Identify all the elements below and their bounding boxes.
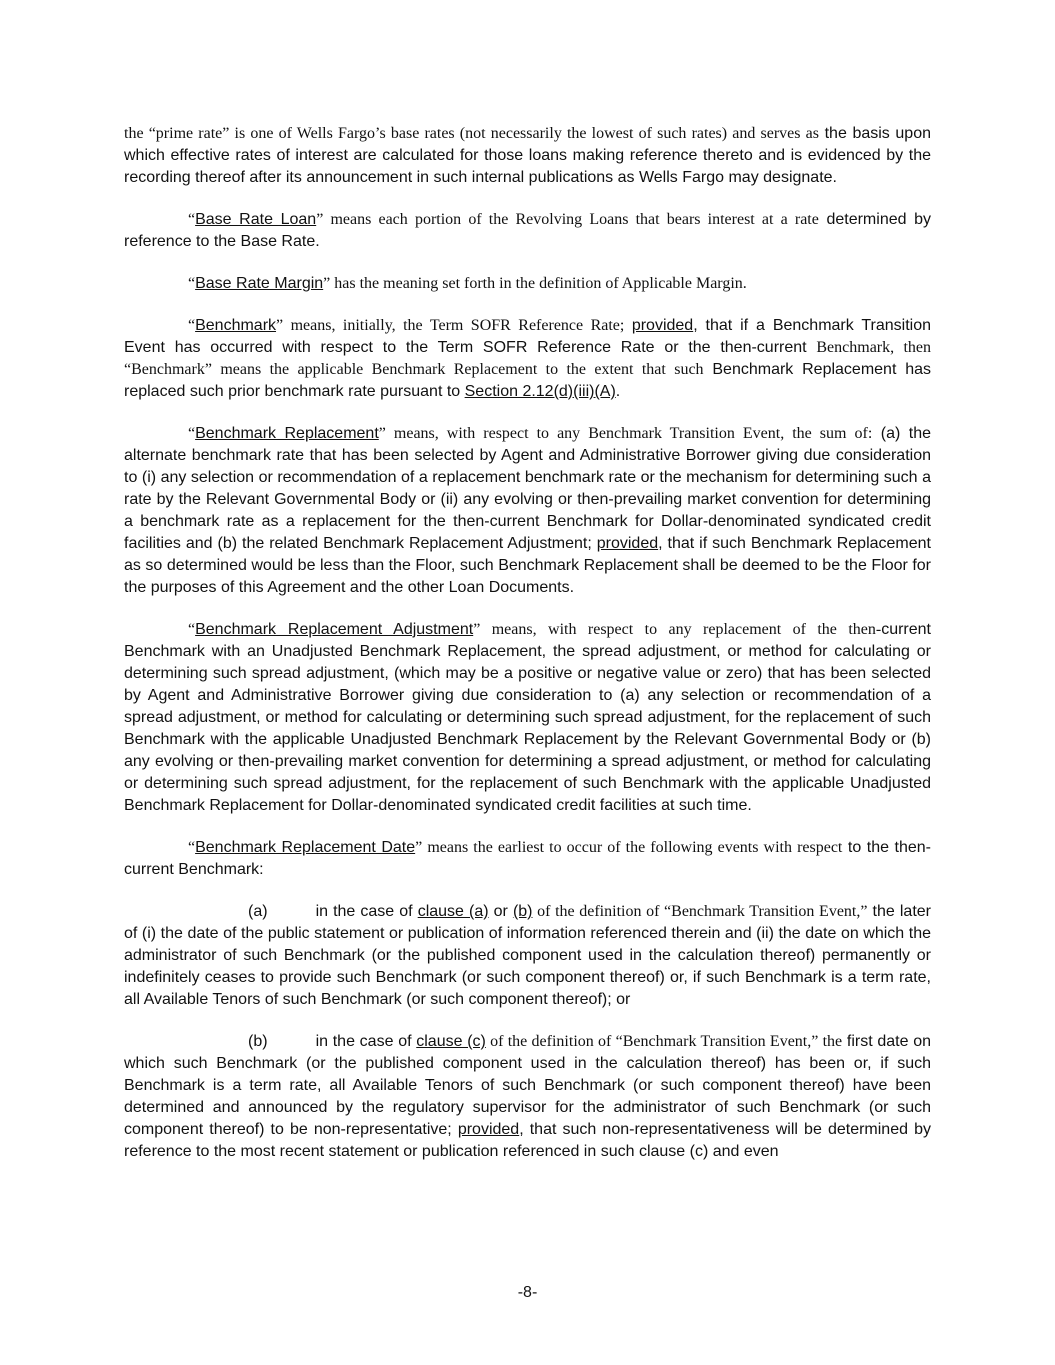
text: current Benchmark with an Unadjusted Benchmark Replacement, the spread adjustment, or method for calculating or determining such spread adjustment, (which may be a positive or negative value or zero) that has been selected by Agent and Administrative Borrower giving due consideration to (a) any selection or recommendation of a spread adjustment, or method for calculating or determining such spread adjustment, for the replacement of such Benchmark with the applicable Unadjusted Benchmark Replacement by the Relevant Governmental Body or (b) any evolving or then-prevailing market convention for determining a spread adjustment, or method for calculating or determining such spread adjustment, for the replacement of such Benchmark with the applicable Unadjusted Benchmark Replacement for Dollar-denominated syndicated credit facilities at such time. [124, 621, 931, 814]
text: to the then-current Benchmark: [124, 839, 931, 878]
text: Benchmark, then “Benchmark” means the applicable Benchmark Replacement to the extent that such [124, 339, 932, 378]
text: of the definition of “Benchmark Transition Event,” [532, 903, 868, 920]
quote: “ [188, 317, 196, 334]
clause-reference: clause (a) [417, 903, 489, 920]
quote: “ [188, 425, 196, 442]
text: , that such non-representativeness will be determined by reference to the most recent statement or publication referenced in such clause (c) and even [124, 1121, 931, 1160]
quote: “ [188, 839, 196, 856]
definition-benchmark-replacement [124, 423, 931, 599]
text: ” means, with respect to any replacement of the then- [473, 621, 882, 638]
text: in the case of [315, 903, 418, 920]
quote: “ [188, 211, 196, 228]
text: ” means, with respect to any Benchmark Transition Event, the sum of: [378, 425, 873, 442]
clause-reference: clause (c) [416, 1033, 486, 1050]
text: (a) the alternate benchmark rate that has been selected by Agent and Administrative Borrower giving due consideration to (i) any selection or recommendation of a replacement benchmark rate or the mechanism for determining such a rate by the Relevant Governmental Body or (ii) any evolving or then-prevailing market convention for determining a benchmark rate as a replacement for the then-current Benchmark for Dollar-denominated syndicated credit facilities and (b) the related Benchmark Replacement Adjustment; [124, 425, 932, 552]
definition-benchmark-replacement-date [124, 837, 931, 881]
clause-reference: (b) [512, 903, 533, 920]
text: first date on which such Benchmark (or the published component used in the calculation thereof) has been or, if such Benchmark is a term rate, all Available Tenors of such Benchmark (or such component thereof) have been determined and announced by the regulatory supervisor for the administrator of such Benchmark (or such component thereof) to be non-representative; [124, 1033, 931, 1138]
text: determined by reference to the Base Rate. [124, 211, 932, 250]
document-page [124, 123, 931, 1183]
clause-label: (b) [248, 1033, 268, 1050]
text: the basis upon which effective rates of interest are calculated for those loans making reference thereto and is evidenced by the recording thereof after its announcement in such internal publications as Wells Fargo may designate. [124, 125, 931, 186]
defined-term: Base Rate Loan [195, 211, 317, 228]
text: Benchmark Replacement has replaced such prior benchmark rate pursuant to [124, 361, 931, 400]
defined-term: Benchmark Replacement [195, 425, 379, 442]
defined-term: Base Rate Margin [195, 275, 324, 292]
quote: “ [188, 621, 196, 638]
defined-term: Benchmark Replacement Date [195, 839, 416, 856]
page-number: -8- [517, 1284, 538, 1301]
quote: “ [188, 275, 196, 292]
definition-benchmark-replacement-adjustment [124, 619, 931, 817]
text: , that if a Benchmark Transition Event has occurred with respect to the Term SOFR Reference Rate or the then-current [124, 317, 932, 356]
text: ” means each portion of the Revolving Loans that bears interest at a rate [316, 211, 819, 228]
paragraph-prime-rate [124, 123, 931, 189]
clause-a-paragraph [124, 901, 931, 1011]
clause-label: (a) [248, 903, 268, 920]
text: ” means, initially, the Term SOFR Reference Rate; [276, 317, 632, 334]
text: . [615, 383, 621, 400]
defined-term: Benchmark Replacement Adjustment [195, 621, 474, 638]
text: or [488, 903, 513, 920]
section-reference: Section 2.12(d)(iii)(A) [464, 383, 616, 400]
text: ” has the meaning set forth in the definition of Applicable Margin. [323, 275, 747, 292]
provided-term: provided [457, 1121, 520, 1138]
text: of the definition of “Benchmark Transition Event,” the [485, 1033, 843, 1050]
provided-term: provided [631, 317, 694, 334]
clause-b-paragraph [124, 1031, 931, 1163]
text: the “prime rate” is one of Wells Fargo’s base rates (not necessarily the lowest of such rates) and serves as [124, 125, 819, 142]
text: , that if such Benchmark Replacement as so determined would be less than the Floor, such Benchmark Replacement shall be deemed to be the Floor for the purposes of this Agreement and the other Loan Documents. [124, 535, 931, 596]
text: ” means the earliest to occur of the following events with respect [415, 839, 843, 856]
definition-benchmark [124, 315, 931, 403]
text: the later of (i) the date of the public statement or publication of information referenced therein and (ii) the date on which the administrator of such Benchmark (or the published component used in the calculation thereof) permanently or indefinitely ceases to provide such Benchmark (or such component thereof) or, if such Benchmark is a term rate, all Available Tenors of such Benchmark (or such component thereof); or [124, 903, 931, 1008]
text: in the case of [315, 1033, 417, 1050]
defined-term: Benchmark [195, 317, 277, 334]
definition-base-rate-loan [124, 209, 931, 253]
provided-term: provided [596, 535, 659, 552]
definition-base-rate-margin [124, 273, 931, 295]
